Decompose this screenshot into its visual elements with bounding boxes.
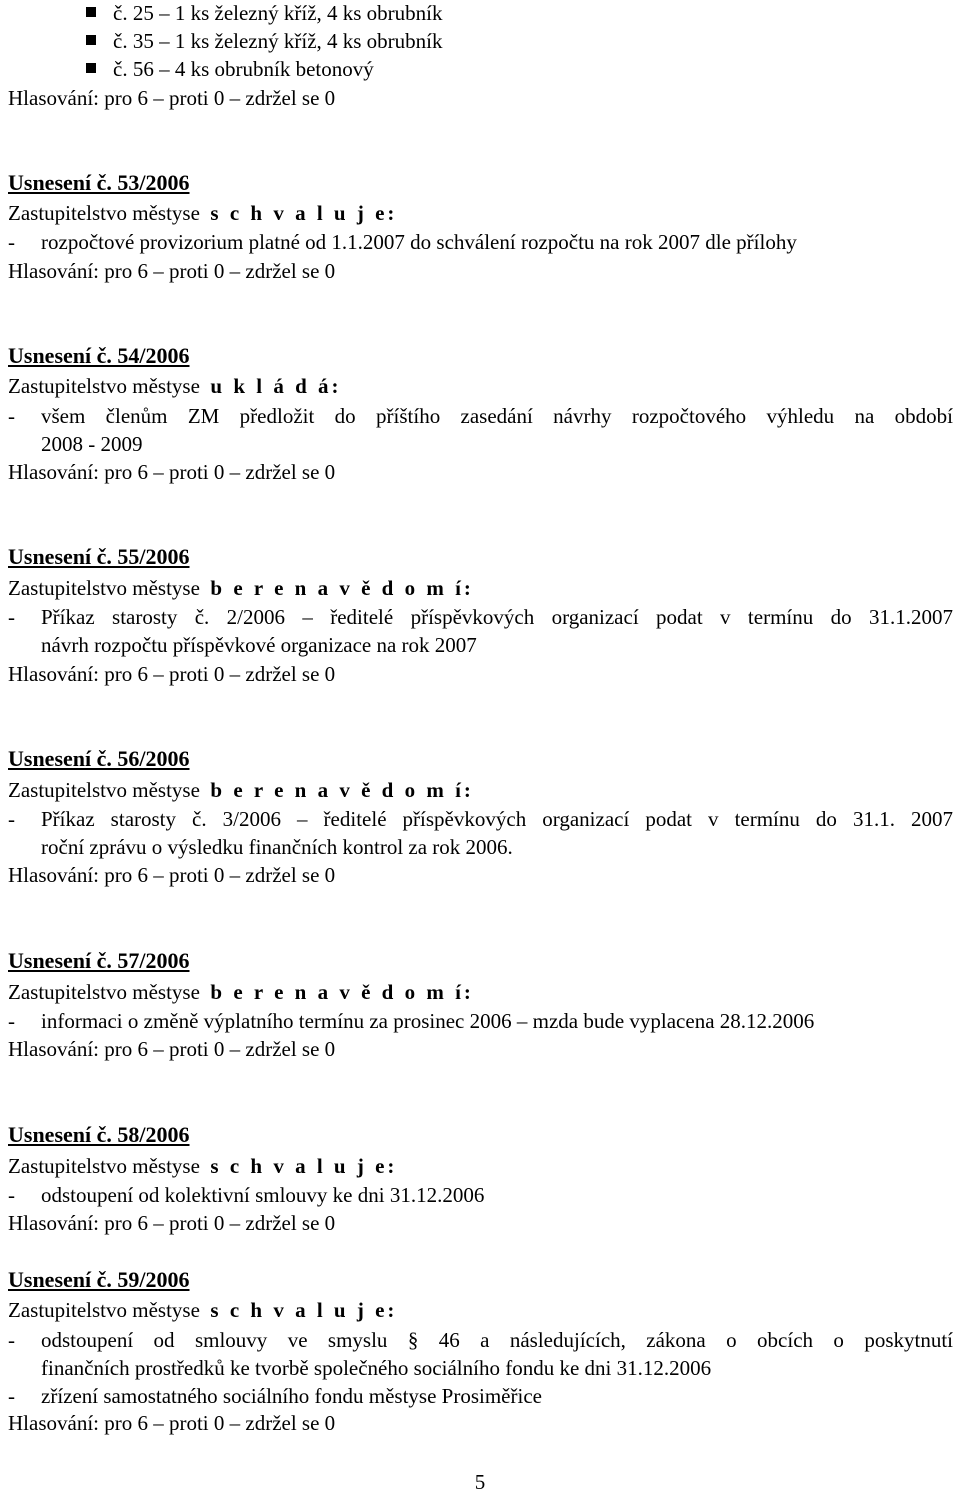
vote-line: Hlasování: pro 6 – proti 0 – zdržel se 0: [8, 259, 336, 283]
square-bullet-icon: [86, 63, 96, 73]
vote-line: Hlasování: pro 6 – proti 0 – zdržel se 0: [8, 1211, 336, 1235]
resolution-heading: Usnesení č. 57/2006: [8, 948, 190, 973]
resolution-item-continuation: návrh rozpočtu příspěvkové organizace na rok 2007: [41, 633, 477, 657]
action-verb: s c h v a l u j e:: [210, 201, 398, 225]
resolution-item-continuation: roční zprávu o výsledku finančních kontrol za rok 2006.: [41, 835, 513, 859]
document-page: č. 25 – 1 ks železný kříž, 4 ks obrubník č. 35 – 1 ks železný kříž, 4 ks obrubník č. 56 – 4 ks obrubník betonový Hlasování: pro 6 – proti 0 – zdržel se 0 Usnesení č. 53/2006 Zastupitelstvo městyse s c h v a l u j e: - rozpočtové provizorium platné od 1.1.2007 do schválení rozpočtu na rok 2007 dle přílohy Hlasování: pro 6 – proti 0 – zdržel se 0 Usnesení č. 54/2006 Zastupitelstvo městyse u k l á d á: - všem členům ZM předložit do příštího zasedání návrhy rozpočtového výhledu na období 2008 - 2009 Hlasování: pro 6 – proti 0 – zdržel se 0 Usnesení č. 55/2006 Zastupitelstvo městyse b e r e n a v ě d o m í: - Příkaz starosty č. 2/2006 – ředitelé příspěvkových organizací podat v termínu do 31.1.2007 návrh rozpočtu příspěvkové organizace na rok 2007 Hlasování: pro 6 – proti 0 – zdržel se 0 Usnesení č. 56/2006 Zastupitelstvo městyse b e r e n a v ě d o m í: - Příkaz starosty č. 3/2006 – ředitelé příspěvkových organizací podat v termínu do 31.1. 2007 roční zprávu o výsledku finančních kontrol za rok 2006. Hlasování: pro 6 – proti 0 – zdržel se 0 Usnesení č. 57/2006 Zastupitelstvo městyse b e r e n a v ě d o m í: - informaci o změně výplatního termínu za prosinec 2006 – mzda bude vyplacena 28.12.2006 Hlasování: pro 6 – proti 0 – zdržel se 0 Usnesení č. 58/2006 Zastupitelstvo městyse s c h v a l u j e: - odstoupení od kolektivní smlouvy ke dni 31.12.2006 Hlasování: pro 6 – proti 0 – zdržel se 0 Usnesení č. 59/2006 Zastupitelstvo městyse s c h v a l u j e: - odstoupení od smlouvy ve smyslu § 46 a následujících, zákona o obcích o poskytnutí finančních prostředků ke tvorbě společného sociálního fondu ke dni 31.12.2006 - zřízení samostatného sociálního fondu městyse Prosiměřice Hlasování: pro 6 – proti 0 – zdržel se 0 5: [0, 0, 960, 1493]
resolution-heading: Usnesení č. 56/2006: [8, 746, 190, 771]
vote-line: Hlasování: pro 6 – proti 0 – zdržel se 0: [8, 1037, 336, 1061]
square-bullet-icon: [86, 7, 96, 17]
action-verb: s c h v a l u j e:: [210, 1298, 398, 1322]
square-bullet-icon: [86, 35, 96, 45]
resolution-heading: Usnesení č. 54/2006: [8, 343, 190, 368]
vote-line: Hlasování: pro 6 – proti 0 – zdržel se 0: [8, 662, 336, 686]
resolution-heading: Usnesení č. 53/2006: [8, 170, 190, 195]
vote-line: Hlasování: pro 6 – proti 0 – zdržel se 0: [8, 460, 336, 484]
vote-line: Hlasování: pro 6 – proti 0 – zdržel se 0: [8, 86, 336, 110]
council-line: Zastupitelstvo městyse b e r e n a v ě d o m í:: [8, 980, 474, 1004]
resolution-item-continuation: finančních prostředků ke tvorbě společného sociálního fondu ke dni 31.12.2006: [41, 1356, 712, 1380]
page-number: 5: [474, 1470, 486, 1494]
action-verb: b e r e n a v ě d o m í:: [210, 980, 474, 1004]
council-line: Zastupitelstvo městyse b e r e n a v ě d o m í:: [8, 576, 474, 600]
action-verb: b e r e n a v ě d o m í:: [210, 778, 474, 802]
resolution-item-continuation: 2008 - 2009: [41, 432, 143, 456]
council-line: Zastupitelstvo městyse b e r e n a v ě d o m í:: [8, 778, 474, 802]
council-line: Zastupitelstvo městyse s c h v a l u j e:: [8, 1298, 398, 1322]
resolution-heading: Usnesení č. 59/2006: [8, 1267, 190, 1292]
resolution-heading: Usnesení č. 55/2006: [8, 544, 190, 569]
vote-line: Hlasování: pro 6 – proti 0 – zdržel se 0: [8, 1411, 336, 1435]
council-line: Zastupitelstvo městyse s c h v a l u j e:: [8, 201, 398, 225]
vote-line: Hlasování: pro 6 – proti 0 – zdržel se 0: [8, 863, 336, 887]
resolution-heading: Usnesení č. 58/2006: [8, 1122, 190, 1147]
council-line: Zastupitelstvo městyse s c h v a l u j e:: [8, 1154, 398, 1178]
action-verb: u k l á d á:: [210, 374, 342, 398]
council-line: Zastupitelstvo městyse u k l á d á:: [8, 374, 342, 398]
action-verb: s c h v a l u j e:: [210, 1154, 398, 1178]
action-verb: b e r e n a v ě d o m í:: [210, 576, 474, 600]
